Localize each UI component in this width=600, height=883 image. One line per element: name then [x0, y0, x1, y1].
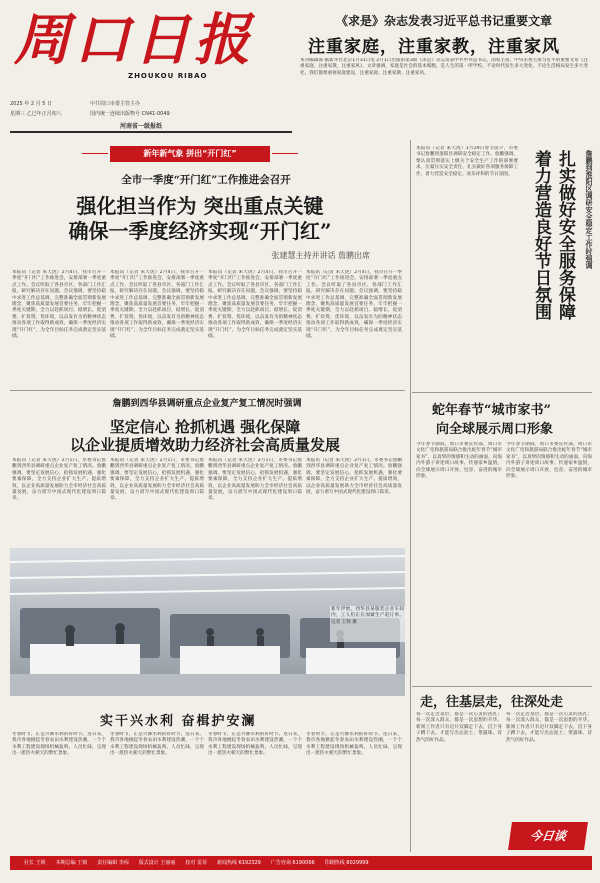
divider: [10, 390, 405, 391]
right-vertical-headline: [524, 150, 594, 390]
divider: [412, 392, 592, 393]
right-story-2-column-1: 今年春节期间，周口市委宣传部、周口市文化广电和旅游局联合推出蛇年春节“城市家书”，以真挚的情感和生动的画面，向海内外游子讲述周口故事、传递家乡温情，向全球展示周口开放、包容、奋进的城市形象。: [416, 442, 502, 480]
second-story-column-2: 本报讯（记者 朱天虎）2月1日，市委书记詹鹏到西华县调研重点企业复产复工情况。詹鹏强调，要坚定发展信心，抢抓发展机遇，强化要素保障，全力支持企业扩大生产、提质增效，以企业高质量发展助力全市经济社会高质量发展，奋力谱写中国式现代化建设周口篇章。: [110, 458, 204, 502]
masthead-pinyin: ZHOUKOU RIBAO: [128, 72, 208, 80]
right-story-3-column-1: 每一次走近基层，都是一次心灵的洗礼；每一次深入群众，都是一次思想的升华。新闻工作者只有迈开双脚走下去，沉下身子蹲下去，才能写出沾泥土、带露珠、冒热气的好作品。: [416, 712, 502, 743]
footer-item: 广告咨询 6190066: [270, 860, 315, 866]
right-vertical-headline-2[interactable]: 着力营造良好节日氛围: [531, 150, 551, 320]
footer-bar: [10, 856, 592, 870]
second-story-column-4: 本报讯（记者 朱天虎）2月1日，市委书记詹鹏到西华县调研重点企业复产复工情况。詹鹏强调，要坚定发展信心，抢抓发展机遇，强化要素保障，全力支持企业扩大生产、提质增效，以企业高质量发展助力全市经济社会高质量发展，奋力谱写中国式现代化建设周口篇章。: [306, 458, 402, 496]
footer-item: 新闻热线 6192329: [216, 860, 261, 866]
main-kicker: 全市一季度“开门红”工作推进会召开: [121, 174, 291, 186]
footer-item: 责任编辑 李闯: [97, 860, 129, 866]
second-headline-line-1[interactable]: 坚定信心 抢抓机遇 强化保障: [109, 418, 301, 436]
main-story-column-4: 本报讯（记者 朱天虎）2月4日，我市召开一季度“开门红”工作推进会，安排部署一季度重点工作。会议听取了各县市区、各部门工作汇报，研究解决存在问题。会议强调，要坚持稳中求进工作总基调，完整准确全面贯彻新发展理念，聚焦高质量发展首要任务，牢牢把握一季度关键期，全力以赴抓项目、稳增长、促消费、扩投资、优环境，以奋发有为的精神状态推动各项工作取得新成效，确保一季度经济实现“开门红”，为全年目标任务完成奠定坚实基础。: [306, 270, 402, 340]
column-divider: [410, 140, 411, 852]
section-tag: 新年新气象 拼出“开门红”: [110, 146, 270, 162]
today-talk-badge: 今日谈: [508, 822, 588, 850]
right-story-3-column-2: 每一次走近基层，都是一次心灵的洗礼；每一次深入群众，都是一次思想的升华。新闻工作者只有迈开双脚走下去，沉下身子蹲下去，才能写出沾泥土、带露珠、冒热气的好作品。: [506, 712, 592, 743]
footer-item: 印刷热线 8029999: [324, 860, 369, 866]
main-headline-line-2[interactable]: 确保一季度经济实现“开门红”: [68, 219, 332, 243]
main-headline-line-1[interactable]: 强化担当作为 突出重点关键: [76, 194, 324, 218]
weekday-line: 星期三 乙巳年正月初八: [10, 111, 62, 117]
masthead-logo: 周口日报: [14, 7, 254, 73]
divider: [412, 686, 592, 687]
footer-item: 本期总编 王锁: [55, 860, 88, 866]
footer-item: 社长 王锁: [24, 860, 46, 866]
right-vertical-headline-1[interactable]: 扎实做好安全服务保障: [555, 150, 575, 320]
bottom-story-column-4: 冬春时节，正是兴修水利的好时节。连日来，我市各地掀起冬春农田水利建设热潮，一个个水利工程建设现场机械轰鸣、人员忙碌，呈现出一派热火朝天的繁忙景象。: [306, 732, 402, 757]
second-headline-line-2[interactable]: 以企业提质增效助力经济社会高质量发展: [69, 436, 340, 454]
main-byline: 张建慧主持并讲话 詹鹏出席: [271, 251, 370, 260]
bottom-story-column-3: 冬春时节，正是兴修水利的好时节。连日来，我市各地掀起冬春农田水利建设热潮，一个个水利工程建设现场机械轰鸣、人员忙碌，呈现出一派热火朝天的繁忙景象。: [208, 732, 302, 757]
right-vertical-kicker: 詹鹏到淮阳区调研安全稳定工作时强调: [585, 150, 594, 269]
top-headline-1[interactable]: 《求是》杂志发表习近平总书记重要文章: [336, 14, 553, 28]
right-story-2-headline-1[interactable]: 蛇年春节“城市家书”: [432, 403, 551, 418]
second-story-column-3: 本报讯（记者 朱天虎）2月1日，市委书记詹鹏到西华县调研重点企业复产复工情况。詹鹏强调，要坚定发展信心，抢抓发展机遇，强化要素保障，全力支持企业扩大生产、提质增效，以企业高质量发展助力全市经济社会高质量发展，奋力谱写中国式现代化建设周口篇章。: [208, 458, 302, 502]
main-story-column-2: 本报讯（记者 朱天虎）2月4日，我市召开一季度“开门红”工作推进会，安排部署一季度重点工作。会议听取了各县市区、各部门工作汇报，研究解决存在问题。会议强调，要坚持稳中求进工作总基调，完整准确全面贯彻新发展理念，聚焦高质量发展首要任务，牢牢把握一季度关键期，全力以赴抓项目、稳增长、促消费、扩投资、优环境，以奋发有为的精神状态推动各项工作取得新成效，确保一季度经济实现“开门红”，为全年目标任务完成奠定坚实基础。: [110, 270, 204, 340]
paper-grade: 河南省一级报纸: [120, 123, 163, 130]
main-story-column-1: 本报讯（记者 朱天虎）2月4日，我市召开一季度“开门红”工作推进会，安排部署一季度重点工作。会议听取了各县市区、各部门工作汇报，研究解决存在问题。会议强调，要坚持稳中求进工作总基调，完整准确全面贯彻新发展理念，聚焦高质量发展首要任务，牢牢把握一季度关键期，全力以赴抓项目、稳增长、促消费、扩投资、优环境，以奋发有为的精神状态推动各项工作取得新成效，确保一季度经济实现“开门红”，为全年目标任务完成奠定坚实基础。: [12, 270, 106, 340]
bottom-story-column-1: 冬春时节，正是兴修水利的好时节。连日来，我市各地掀起冬春农田水利建设热潮，一个个水利工程建设现场机械轰鸣、人员忙碌，呈现出一派热火朝天的繁忙景象。: [12, 732, 106, 757]
bottom-headline[interactable]: 实干兴水利 奋楫护安澜: [100, 714, 257, 729]
main-story-column-3: 本报讯（记者 朱天虎）2月4日，我市召开一季度“开门红”工作推进会，安排部署一季度重点工作。会议听取了各县市区、各部门工作汇报，研究解决存在问题。会议强调，要坚持稳中求进工作总基调，完整准确全面贯彻新发展理念，聚焦高质量发展首要任务，牢牢把握一季度关键期，全力以赴抓项目、稳增长、促消费、扩投资、优环境，以奋发有为的精神状态推动各项工作取得新成效，确保一季度经济实现“开门红”，为全年目标任务完成奠定坚实基础。: [208, 270, 302, 340]
publisher-line: 中共周口市委主管主办: [90, 101, 141, 107]
second-story-column-1: 本报讯（记者 朱天虎）2月1日，市委书记詹鹏到西华县调研重点企业复产复工情况。詹鹏强调，要坚定发展信心，抢抓发展机遇，强化要素保障，全力支持企业扩大生产、提质增效，以企业高质量发展助力全市经济社会高质量发展，奋力谱写中国式现代化建设周口篇章。: [12, 458, 106, 502]
issn-line: 国内统一连续出版物号 CN41-0049: [90, 111, 170, 117]
top-right-article-text: 本刊编辑部 据新华社北京1月31日电 2月1日出版的第3期《求是》杂志发表中共中央总书记、国家主席、中央军委主席习近平的重要文章《注重家庭，注重家教，注重家风》。文章强调，家庭是社会的基本细胞，是人生的第一所学校。不论时代发生多大变化，不论生活格局发生多大变化，我们都要重视家庭建设，注重家庭、注重家教、注重家风。: [300, 58, 588, 76]
footer-item: 校对 雷菲: [185, 860, 207, 866]
footer-item: 版式设计 王丽丽: [138, 860, 176, 866]
bottom-story-column-2: 冬春时节，正是兴修水利的好时节。连日来，我市各地掀起冬春农田水利建设热潮，一个个水利工程建设现场机械轰鸣、人员忙碌，呈现出一派热火朝天的繁忙景象。: [110, 732, 204, 757]
right-story-3-headline[interactable]: 走，往基层走，往深处走: [420, 695, 564, 710]
top-headline-2[interactable]: 注重家庭，注重家教，注重家风: [308, 37, 560, 57]
issue-date: 2025 年 2 月 5 日: [10, 101, 53, 107]
right-story-2-headline-2[interactable]: 向全球展示周口形象: [436, 422, 554, 437]
second-kicker: 詹鹏到西华县调研重点企业复产复工情况时强调: [112, 399, 302, 409]
photo-caption: 新年伊始，西华县某服装企业车间内，工人们正在加紧生产赶订单。记者 王铁 摄: [330, 606, 405, 642]
right-story-text: 本报讯（记者 朱天虎）1月29日春节前夕，市委书记詹鹏到淮阳区调研安全稳定工作。詹鹏强调，要认真贯彻落实上级关于安全生产工作的部署要求，压紧压实安全责任，扎实做好各项服务保障工作，着力营造安全稳定、欢乐祥和的节日氛围。: [416, 146, 518, 177]
masthead-divider: [10, 131, 292, 133]
right-story-2-column-2: 今年春节期间，周口市委宣传部、周口市文化广电和旅游局联合推出蛇年春节“城市家书”，以真挚的情感和生动的画面，向海内外游子讲述周口故事、传递家乡温情，向全球展示周口开放、包容、奋进的城市形象。: [506, 442, 592, 480]
